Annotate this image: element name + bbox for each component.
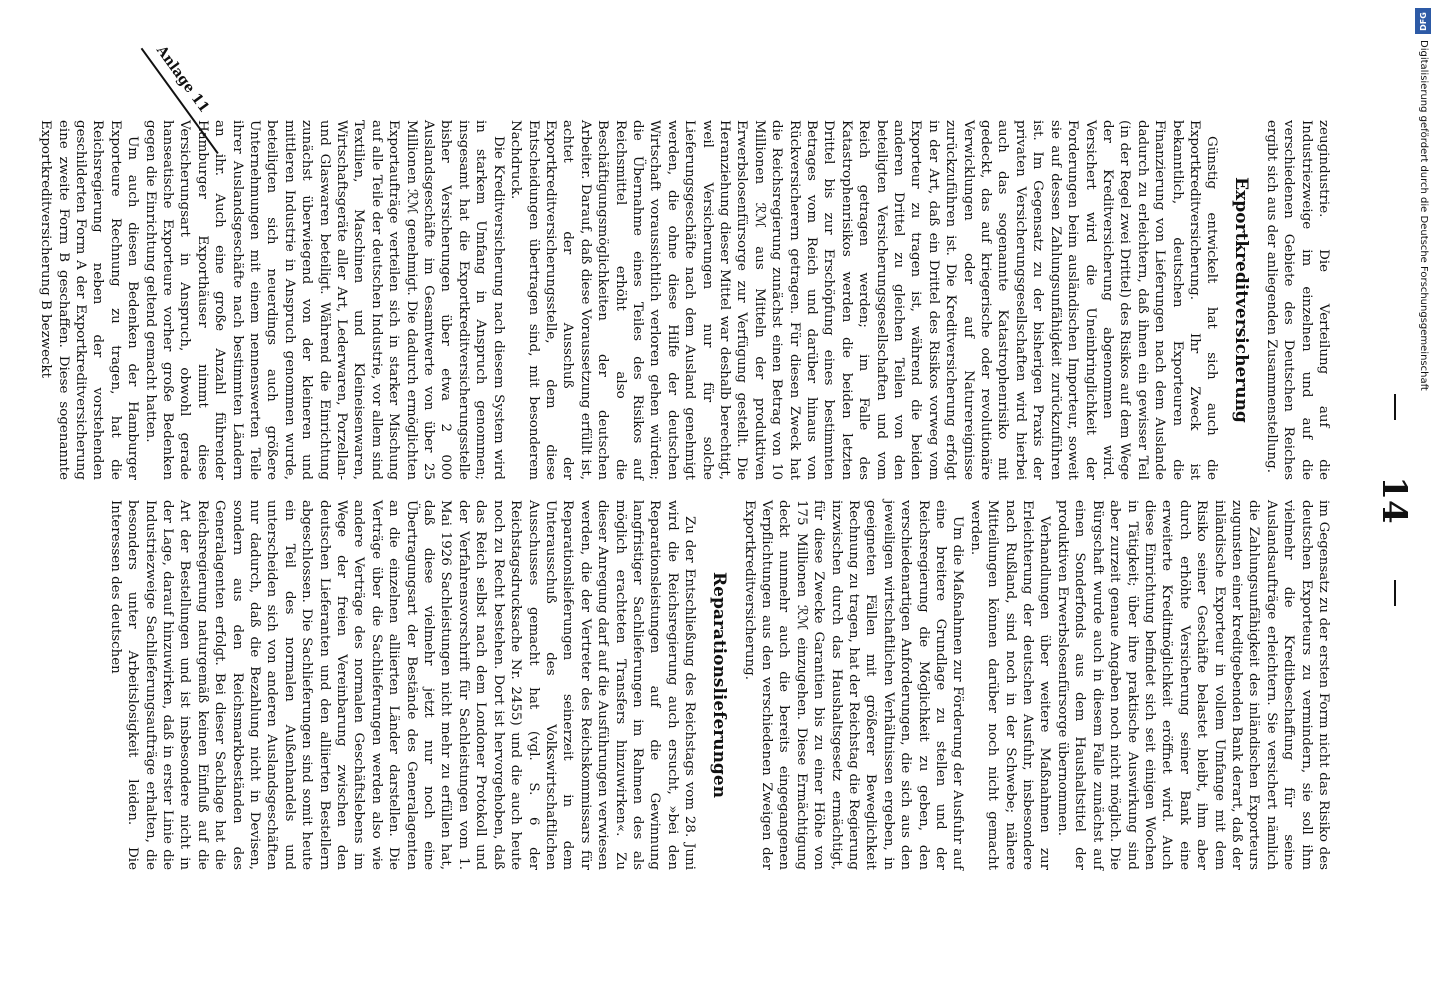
dfg-logo-icon [1415,8,1431,34]
text-column-left [38,120,1332,480]
section-heading-reparations: Reparationslieferungen [709,572,730,798]
digitization-credit-text: Digitalisierung gefördert durch die Deutsche Forschungsgemeinschaft [1418,40,1429,391]
digitization-credit-strip [1412,0,1434,1000]
paragraph: Um auch diesen Bedenken der Hamburger Exporteure Rechnung zu tragen, hat die Reichsregierung neben der vorstehenden geschilderten Form A der Exportkreditversicherung eine zweite Form B geschaffen. Diese sogenannte Exportkreditversicherung B bezweckt [38,120,141,480]
paragraph: Die Kreditversicherung nach diesem System wird in starkem Umfang in Anspruch genommen; insgesamt hat die Exportkreditversicherungsstelle bisher Versicherungen über etwa 2 000 Auslandsgeschäfte im Gesamtwerte von über 25 Millionen ℛℳ genehmigt. Die dadurch ermöglichten Exportaufträge verteilen sich in starker Mischung auf alle Teile der deutschen Industrie, vor allem sind Textilien, Maschinen und Kleineisenwaren, Wirtschaftsgeräte aller Art, Lederwaren, Porzellan- und Glaswaren beteiligt. Während die Einrichtung zunächst überwiegend von der kleineren und mittleren Industrie in Anspruch genommen wurde, beteiligten sich neuerdings auch größere Unternehmungen mit einem nennenswerten Teile ihrer Auslandsgeschäfte nach bestimmten Ländern an ihr. Auch eine große Anzahl führender Hamburger Exporthäuser nimmt diese Versicherungsart in Anspruch, obwohl gerade hanseatische Exporteure vorher große Bedenken gegen die Einrichtung geltend gemacht hatten. [142,120,506,480]
page-number: 14 [1374,476,1414,524]
paragraph: im Gegensatz zu der ersten Form nicht das Risiko des deutschen Exporteurs zu vermindern, sie soll ihm vielmehr die Kreditbeschaffung für seine Auslandsaufträge erleichtern. Sie versichert nämlich die Zahlungsunfähigkeit des inländischen Exporteurs zugunsten einer kreditgebenden Bank derart, daß der inländische Exporteur in vollem Umfange mit dem Risiko seiner Geschäfte belastet bleibt, ihm aber durch erhöhte Versicherung seiner Bank eine erweiterte Kreditmöglichkeit eröffnet wird. Auch diese Einrichtung befindet sich seit einigen Wochen in Tätigkeit; über ihre praktische Auswirkung sind aber zurzeit genaue Angaben noch nicht möglich. Die Bürgschaft wurde auch in diesem Falle zunächst auf einen Sonderfonds aus dem Haushaltstitel der produktiven Erwerbslosenfürsorge übernommen. [1054,500,1331,870]
page-footer [0,0,314,1000]
paragraph: zeugindustrie. Die Verteilung auf die Industriezweige im einzelnen und auf die verschiedenen Gebiete des Deutschen Reiches ergibt sich aus der anliegenden Zusammenstellung. [1263,120,1331,480]
section-heading-export-credit: Exportkreditversicherung [1231,177,1252,423]
annex-stamp [112,35,237,175]
paragraph: Um die Maßnahmen zur Förderung der Ausfuhr auf eine breitere Grundlage zu stellen und der Reichsregierung die Möglichkeit zu geben, den verschiedenartigen Anforderungen, die sich aus den jeweiligen wirtschaftlichen Verhältnissen ergeben, in geeigneten Fällen mit größerer Beweglichkeit Rechnung zu tragen, hat der Reichstag die Regierung inzwischen durch das Haushaltsgesetz ermächtigt, für diese Zwecke Garantien bis zu einer Höhe von 175 Millionen ℛℳ einzugehen. Diese Ermächtigung deckt nunmehr auch die bereits eingegangenen Verpflichtungen aus den verschiedenen Zweigen der Exportkreditversicherung. [741,500,966,870]
paragraph: Zu der Entschließung des Reichstags vom 28. Juni wird die Reichsregierung auch ersucht, »bei den Reparationsleistungen auf die Gewinnung langfristiger Sachlieferungen im Rahmen des als möglich erachteten Transfers hinzuwirken«. Zu dieser Anregung darf auf die Ausführungen verwiesen werden, die der Vertreter des Reichskommissars für Reparationslieferungen seinerzeit in dem Unterausschuß des Volkswirtschaftlichen Ausschusses gemacht hat (vgl. S. 6 der Reichstagsdrucksache Nr. 2455) und die auch heute noch zu Recht bestehen. Dort ist hervorgehoben, daß das Reich selbst nach dem Londoner Protokoll und der Verfahrensvorschrift für Sachleistungen vom 1. Mai 1926 Sachleistungen nicht mehr zu erfüllen hat, daß diese vielmehr jetzt nur noch eine Übertragungsart der Bestände des Generalagenten an die einzelnen alliierten Länder darstellen. Die Verträge über die Sachlieferungen werden also wie andere Verträge des normalen Geschäftslebens im Wege der freien Vereinbarung zwischen den deutschen Lieferanten und den alliierten Bestellern abgeschlossen. Die Sachlieferungen sind somit heute ein Teil des normalen Außenhandels und unterscheiden sich von anderen Auslandsgeschäften nur dadurch, daß die Bezahlung nicht in Devisen, sondern aus den Reichsmarkbeständen des Generalagenten erfolgt. Bei dieser Sachlage hat die Reichsregierung naturgemäß keinen Einfluß auf die Art der Bestellungen und ist insbesondere nicht in der Lage, darauf hinzuwirken, daß in erster Linie die Industriezweige Sachlieferungsaufträge erhalten, die besonders unter Arbeitslosigkeit leiden. Die Interessen des deutschen [107,500,698,870]
header-dash-left [1394,394,1396,420]
annex-label: Anlage 11 [152,42,213,116]
paragraph: Günstig entwickelt hat sich auch die Exportkreditversicherung. Ihr Zweck ist bekanntlich, deutschen Exporteuren die Finanzierung von Lieferungen nach dem Auslande dadurch zu erleichtern, daß ihnen ein gewisser Teil (in der Regel zwei Drittel) des Risikos auf dem Wege der Kreditversicherung abgenommen wird. Versichert wird die Uneinbringlichkeit der Forderungen beim ausländischen Importeur, soweit sie auf dessen Zahlungsunfähigkeit zurückzuführen ist. Im Gegensatz zu der bisherigen Praxis der privaten Versicherungsgesellschaften wird hierbei auch das sogenannte Katastrophenrisiko mit gedeckt, das auf kriegerische oder revolutionäre Verwicklungen oder auf Naturereignisse zurückzuführen ist. Die Kreditversicherung erfolgt in der Art, daß ein Drittel des Risikos vorweg vom Exporteur zu tragen ist, während die beiden anderen Drittel zu gleichen Teilen von den beteiligten Versicherungsgesellschaften und vom Reich getragen werden; im Falle des Katastrophenrisikos werden die beiden letzten Drittel bis zur Erschöpfung eines bestimmten Betrages vom Reich und darüber hinaus von Rückversicherern getragen. Für diesen Zweck hat die Reichsregierung zunächst einen Betrag von 10 Millionen ℛℳ aus Mitteln der produktiven Erwerbslosenfürsorge zur Verfügung gestellt. Die Heranziehung dieser Mittel war deshalb berechtigt, weil Versicherungen nur für solche Lieferungsgeschäfte nach dem Ausland genehmigt werden, die ohne diese Hilfe der deutschen Wirtschaft voraussichtlich verloren gehen würden; die Übernahme eines Teiles des Risikos auf Reichsmittel erhöht also die Beschäftigungsmöglichkeiten der deutschen Arbeiter. Darauf, daß diese Voraussetzung erfüllt ist, achtet der Ausschuß der Exportkreditversicherungsstelle, dem diese Entscheidungen übertragen sind, mit besonderem Nachdruck. [508,120,1220,480]
header-dash-right [1394,580,1396,606]
dfg-logo-text: DFG [1418,11,1428,31]
paragraph: Verhandlungen über weitere Maßnahmen zur Erleichterung der deutschen Ausfuhr, insbesondere nach Rußland, sind noch in der Schwebe; nähere Mitteilungen können darüber noch nicht gemacht werden. [967,500,1053,870]
text-column-right [107,500,1332,870]
